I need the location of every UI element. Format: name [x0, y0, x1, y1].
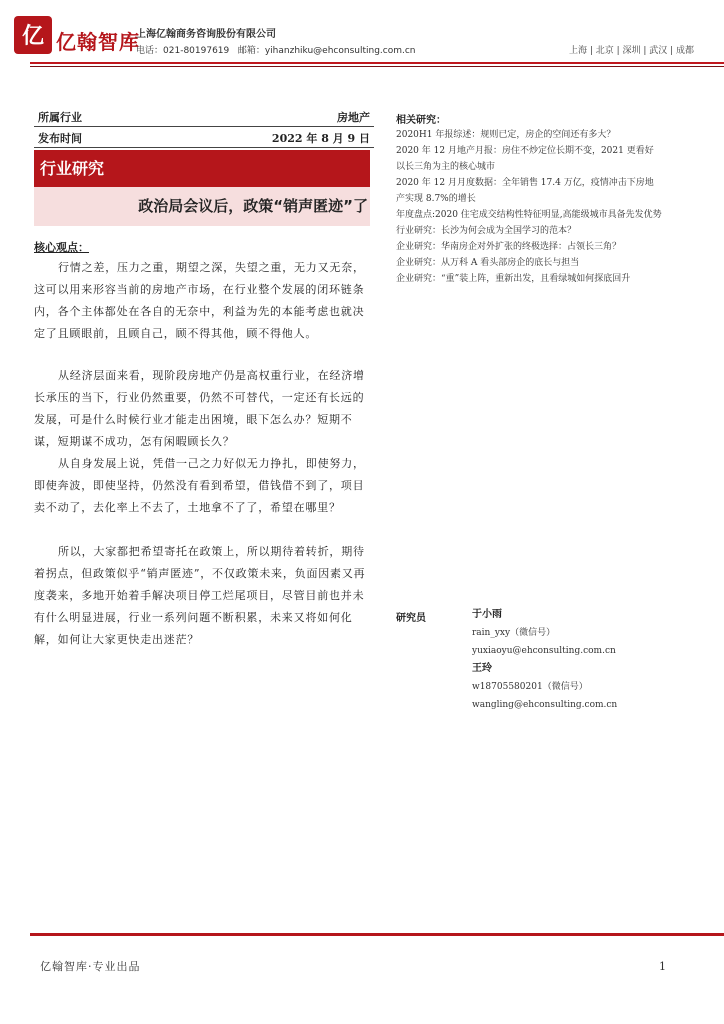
core-view-heading: 核心观点： [34, 241, 89, 254]
company-name: 上海亿翰商务咨询股份有限公司 [136, 29, 276, 40]
related-research-title: 相关研究： [396, 115, 446, 126]
industry-row [34, 106, 374, 127]
industry-label: 所属行业 [38, 111, 82, 124]
logo-glyph: 亿 [21, 24, 45, 49]
report-headline: 政治局会议后，政策“销声匿迹”了 [138, 197, 368, 215]
page-number: 1 [659, 960, 666, 973]
contact-line [136, 43, 416, 56]
related-item[interactable]: 2020 年 12 月月度数据：全年销售 17.4 万亿，疫情冲击下房地产实现 8.7%的增长 [396, 178, 654, 204]
related-item[interactable]: 2020H1 年报综述：规则已定，房企的空间还有多大？ [396, 130, 616, 140]
paragraph-1: 行情之差，压力之重，期望之深，失望之重，无力又无奈，这可以用来形容当前的房地产市场，在行业整个发展的闭环链条内，各个主体都处在各自的无奈中，利益为先的本能考虑也就决定了且顾眼前，且顾自己，顾不得其他，顾不得他人。 [34, 261, 365, 340]
paragraph-4: 所以，大家都把希望寄托在政策上，所以期待着转折，期待着拐点，但政策似乎“销声匿迹”，不仅政策未来，负面因素又再度袭来，多地开始着手解决项目停工烂尾项目，尽管目前也并未有什么明显进展，行业一系列问题不断积累，未来又将如何化解，如何让大家更快走出迷茫？ [34, 545, 366, 646]
paragraph-3: 从自身发展上说，凭借一己之力好似无力挣扎，即使努力，即使奔波，即使坚持，仍然没有看到希望，借钱借不到了，项目卖不动了，去化率上不去了，土地拿不了了，希望在哪里？ [34, 457, 365, 514]
logo-text: 亿翰智库 [56, 30, 140, 54]
related-research-list [396, 127, 662, 287]
related-item[interactable]: 企业研究：华南房企对外扩张的终极选择：占领长三角？ [396, 242, 622, 252]
email-link[interactable]: yihanzhiku@ehconsulting.com.cn [264, 46, 416, 56]
industry-value: 房地产 [337, 111, 370, 124]
header-rule-thin [30, 66, 724, 67]
analyst-label: 研究员 [396, 613, 426, 624]
date-row [34, 127, 374, 148]
analyst-wechat: w18705580201（微信号） [472, 682, 588, 692]
phone-number: 021-80197619 [163, 46, 230, 56]
office-cities: 上海 | 北京 | 深圳 | 武汉 | 成都 [568, 46, 694, 56]
email-label: 邮箱： [237, 46, 265, 56]
related-item[interactable]: 年度盘点:2020 住宅成交结构性特征明显,高能级城市具备先发优势 [396, 210, 662, 220]
header-rule [30, 62, 724, 64]
analyst-email[interactable]: yuxiaoyu@ehconsulting.com.cn [472, 646, 616, 656]
related-item[interactable]: 企业研究：“重”装上阵，重新出发，且看绿城如何探底回升 [396, 274, 631, 284]
phone-label: 电话： [136, 46, 164, 56]
report-category: 行业研究 [40, 159, 105, 178]
analyst-email[interactable]: wangling@ehconsulting.com.cn [472, 700, 618, 710]
footer-rule [30, 933, 724, 936]
footer-brand: 亿翰智库·专业出品 [40, 960, 141, 973]
related-item[interactable]: 2020 年 12 月地产月报：房住不炒定位长期不变，2021 更看好以长三角为主的核心城市 [396, 146, 654, 172]
analyst-name: 王玲 [472, 663, 492, 674]
analyst-wechat: rain_yxy（微信号） [472, 628, 556, 638]
analyst-card [472, 606, 672, 714]
date-value: 2022 年 8 月 9 日 [271, 132, 370, 145]
paragraph-2: 从经济层面来看，现阶段房地产仍是高权重行业，在经济增长承压的当下，行业仍然重要，仍然不可替代，一定还有长远的发展，可是什么时候行业才能走出困境，眼下怎么办？短期不谋，短期谋不成功，怎有闲暇顾长久？ [34, 369, 365, 448]
company-logo-icon [14, 16, 52, 54]
related-item[interactable]: 企业研究：从万科 A 看头部房企的底长与担当 [396, 258, 580, 268]
analyst-name: 于小雨 [472, 609, 502, 620]
date-label: 发布时间 [38, 132, 82, 145]
related-item[interactable]: 行业研究：长沙为何会成为全国学习的范本？ [396, 226, 577, 236]
